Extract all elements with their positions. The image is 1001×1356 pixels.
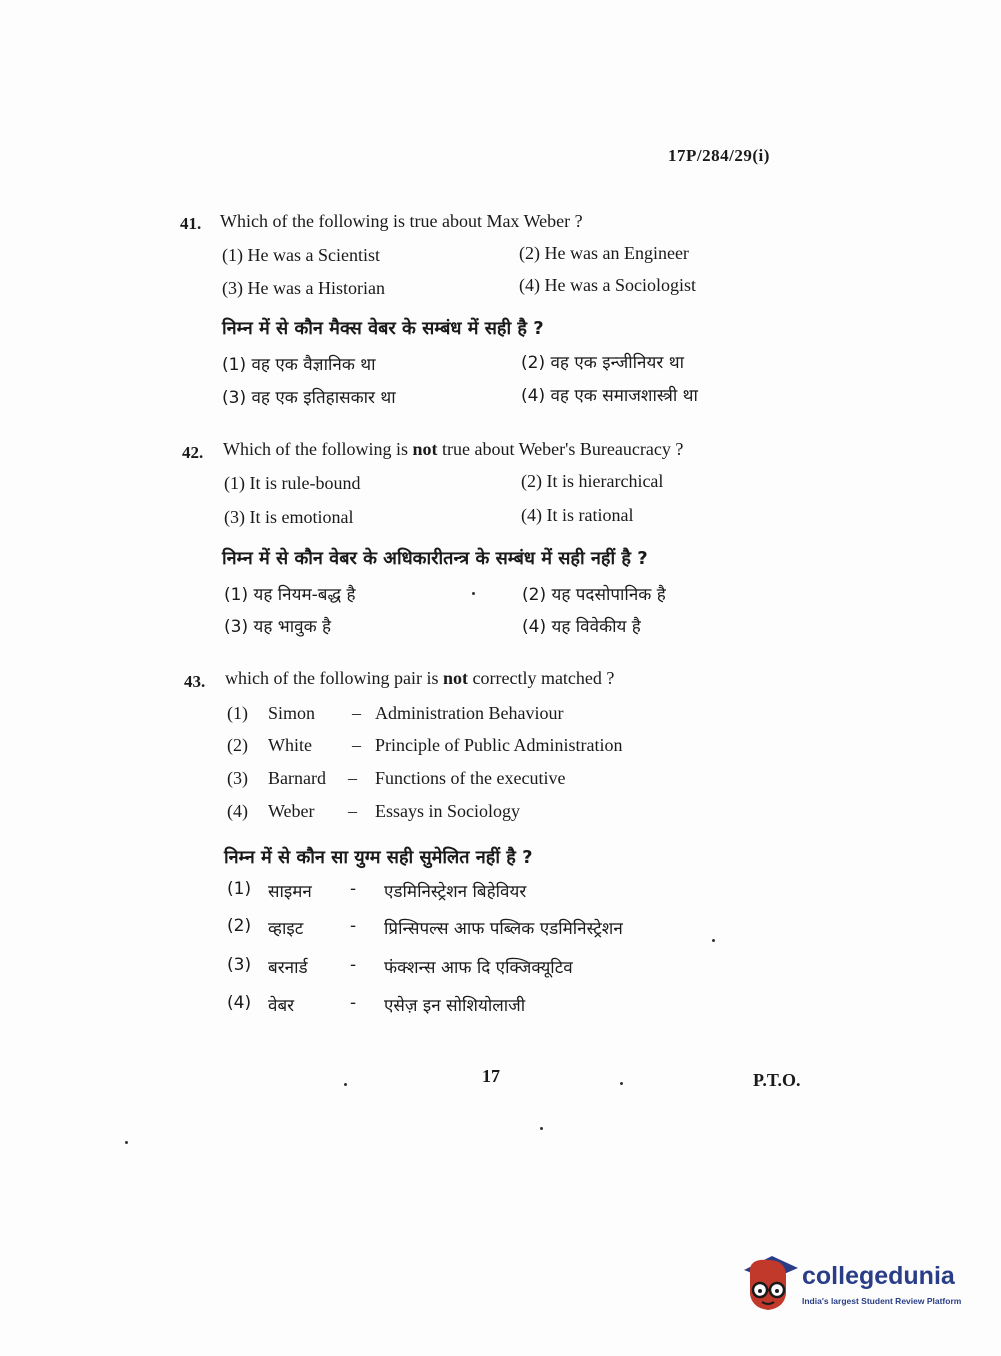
scan-speck [620, 1082, 623, 1085]
pair-dash: – [352, 735, 361, 755]
pair-dash: – [352, 703, 361, 723]
pair-work-hindi: एसेज़ इन सोशियोलाजी [384, 996, 526, 1016]
pair-author-hindi: वेबर [268, 996, 295, 1016]
pair-number: (4) [227, 801, 248, 821]
option: (3) It is emotional [224, 507, 354, 527]
pair-number: (2) [227, 916, 252, 936]
pair-work: Principle of Public Administration [375, 735, 623, 755]
question-number: 43. [184, 672, 206, 691]
brand-name: collegedunia [802, 1262, 955, 1290]
option-hindi: (1) वह एक वैज्ञानिक था [222, 355, 376, 375]
scan-speck [125, 1141, 128, 1144]
pair-author: White [268, 735, 312, 755]
question-text: Which of the following is not true about Weber's Bureaucracy ? [223, 439, 684, 459]
option-hindi: (4) यह विवेकीय है [522, 617, 641, 637]
option: (4) It is rational [521, 505, 634, 525]
pair-author: Weber [268, 801, 315, 821]
question-number: 41. [180, 214, 202, 233]
option: (2) It is hierarchical [521, 471, 664, 491]
pair-work: Essays in Sociology [375, 801, 521, 821]
pair-author-hindi: व्हाइट [268, 919, 304, 939]
page-number: 17 [482, 1066, 500, 1086]
pair-dash: - [350, 916, 357, 936]
pair-number: (3) [227, 768, 248, 788]
option: (3) He was a Historian [222, 278, 385, 298]
scan-speck [472, 592, 475, 595]
pair-number: (1) [227, 703, 248, 723]
question-text-hindi: निम्न में से कौन मैक्स वेबर के सम्बंध में सही है ? [222, 318, 544, 339]
question-text-hindi: निम्न में से कौन वेबर के अधिकारीतन्त्र के सम्बंध में सही नहीं है ? [222, 548, 648, 569]
pair-dash: - [350, 879, 357, 899]
pair-work: Functions of the executive [375, 768, 566, 788]
option: (4) He was a Sociologist [519, 275, 696, 295]
scan-speck [712, 939, 715, 942]
pair-author-hindi: साइमन [268, 882, 312, 902]
pair-number: (1) [227, 879, 252, 899]
option-hindi: (3) यह भावुक है [224, 617, 332, 637]
pair-work-hindi: प्रिन्सिपल्स आफ पब्लिक एडमिनिस्ट्रेशन [384, 919, 623, 939]
pair-number: (4) [227, 993, 252, 1013]
question-number: 42. [182, 443, 204, 462]
option: (1) He was a Scientist [222, 245, 380, 265]
pair-author: Simon [268, 703, 316, 723]
brand-tagline: India's largest Student Review Platform [802, 1296, 962, 1306]
scan-speck [540, 1127, 543, 1130]
pair-dash: – [348, 801, 357, 821]
collegedunia-watermark [740, 1248, 970, 1320]
option: (2) He was an Engineer [519, 243, 689, 263]
option-hindi: (2) वह एक इन्जीनियर था [521, 353, 684, 373]
mascot-logo-icon [740, 1248, 800, 1314]
pair-work: Administration Behaviour [375, 703, 564, 723]
paper-code: 17P/284/29(i) [668, 146, 770, 165]
pair-author: Barnard [268, 768, 326, 788]
pair-work-hindi: फंक्शन्स आफ दि एक्जिक्यूटिव [384, 958, 573, 978]
option-hindi: (3) वह एक इतिहासकार था [222, 388, 396, 408]
pair-dash: – [348, 768, 357, 788]
scan-speck [344, 1083, 347, 1086]
pto-label: P.T.O. [753, 1070, 801, 1090]
question-text-hindi: निम्न में से कौन सा युग्म सही सुमेलित नहीं है ? [224, 847, 533, 868]
question-text: which of the following pair is not correctly matched ? [225, 668, 615, 688]
option-hindi: (4) वह एक समाजशास्त्री था [521, 386, 698, 406]
pair-number: (2) [227, 735, 248, 755]
pair-author-hindi: बरनार्ड [268, 958, 308, 978]
pair-number: (3) [227, 955, 252, 975]
pair-work-hindi: एडमिनिस्ट्रेशन बिहेवियर [384, 882, 527, 902]
option-hindi: (2) यह पदसोपानिक है [522, 585, 666, 605]
pair-dash: - [350, 993, 357, 1013]
option: (1) It is rule-bound [224, 473, 361, 493]
option-hindi: (1) यह नियम-बद्ध है [224, 585, 356, 605]
pair-dash: - [350, 955, 357, 975]
question-text: Which of the following is true about Max Weber ? [220, 211, 583, 231]
